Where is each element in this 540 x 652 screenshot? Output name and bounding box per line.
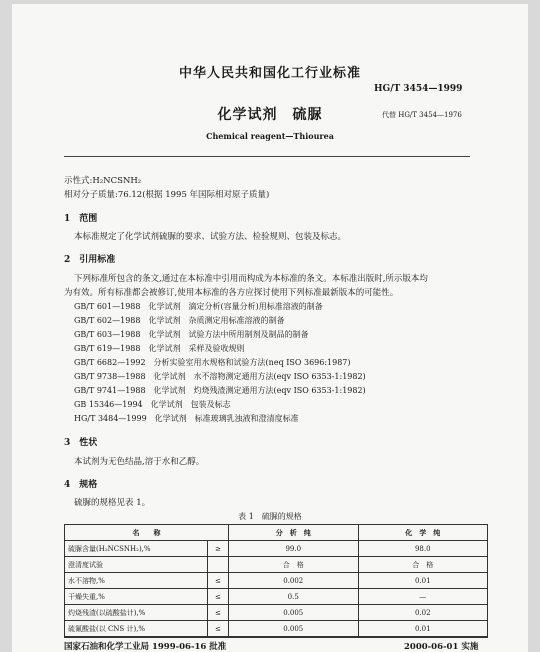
table-row xyxy=(65,621,488,637)
row-ar-value: 0.005 xyxy=(229,621,359,637)
column-header-analytical-reagent: 分 析 纯 xyxy=(229,525,359,541)
row-cp-value: 0.02 xyxy=(358,605,488,621)
row-cp-value: 0.01 xyxy=(358,621,488,637)
reference-item: GB/T 9738—1988 化学试剂 水不溶物测定通用方法(eqv ISO 6353-1:1982) xyxy=(74,372,366,381)
effective-date: 2000-06-01 实施 xyxy=(404,642,479,652)
row-symbol xyxy=(208,557,229,573)
reference-item: GB/T 603—1988 化学试剂 试验方法中所用制剂及制品的制备 xyxy=(74,330,309,339)
reference-item: GB/T 602—1988 化学试剂 杂质测定用标准溶液的制备 xyxy=(74,316,285,325)
reference-item: HG/T 3484—1999 化学试剂 标准玻璃乳浊液和澄清度标准 xyxy=(74,414,299,423)
issuing-organization: 中华人民共和国化工行业标准 xyxy=(178,66,361,81)
header-divider xyxy=(64,156,470,157)
row-symbol: ≥ xyxy=(208,541,229,557)
section-1-heading: 1 范围 xyxy=(64,214,98,224)
section-1-text: 本标准规定了化学试剂硫脲的要求、试验方法、检验规则、包装及标志。 xyxy=(74,232,347,242)
approval-note: 国家石油和化学工业局 1999-06-16 批准 xyxy=(64,642,227,652)
table-row xyxy=(65,573,488,589)
row-cp-value: 0.01 xyxy=(358,573,488,589)
section-4-text: 硫脲的规格见表 1。 xyxy=(74,498,151,508)
row-ar-value: 99.0 xyxy=(229,541,359,557)
row-name: 硫脲含量(H₂NCSNH₂),% xyxy=(65,541,208,557)
row-cp-value: 合 格 xyxy=(358,557,488,573)
reference-item: GB/T 9741—1988 化学试剂 灼烧残渣测定通用方法(eqv ISO 6353-1:1982) xyxy=(74,386,366,395)
section-2-text-line2: 为有效。所有标准都会被修订,使用本标准的各方应探讨使用下列标准最新版本的可能性。 xyxy=(64,288,399,298)
reference-item: GB/T 601—1988 化学试剂 滴定分析(容量分析)用标准溶液的制备 xyxy=(74,302,323,311)
table-row xyxy=(65,605,488,621)
document-title-english: Chemical reagent—Thiourea xyxy=(206,131,334,141)
replaces-standard: 代替 HG/T 3454—1976 xyxy=(382,111,462,119)
standard-number: HG/T 3454—1999 xyxy=(374,84,463,94)
molecular-mass-line: 相对分子质量:76.12(根据 1995 年国际相对原子质量) xyxy=(64,190,270,200)
row-name: 澄清度试验 xyxy=(65,557,208,573)
section-3-text: 本试剂为无色结晶,溶于水和乙醇。 xyxy=(74,457,205,467)
reference-item: GB/T 619—1988 化学试剂 采样及验收规则 xyxy=(74,344,245,353)
row-name: 灼烧残渣(以硫酸盐计),% xyxy=(65,605,208,621)
section-2-text-line1: 下列标准所包含的条文,通过在本标准中引用而构成为本标准的条文。本标准出版时,所示版本均 xyxy=(74,274,428,284)
row-ar-value: 0.002 xyxy=(229,573,359,589)
reference-item: GB 15346—1994 化学试剂 包装及标志 xyxy=(74,400,231,409)
section-3-heading: 3 性状 xyxy=(64,438,98,448)
row-cp-value: 98.0 xyxy=(358,541,488,557)
column-header-chemically-pure: 化 学 纯 xyxy=(358,525,488,541)
row-name: 干燥失重,% xyxy=(65,589,208,605)
section-2-heading: 2 引用标准 xyxy=(64,255,116,265)
document-title: 化学试剂 硫脲 xyxy=(217,107,323,123)
row-ar-value: 合 格 xyxy=(229,557,359,573)
row-symbol: ≤ xyxy=(208,589,229,605)
row-cp-value: — xyxy=(358,589,488,605)
formula-line: 示性式:H₂NCSNH₂ xyxy=(64,176,142,186)
table-row xyxy=(65,541,488,557)
column-header-name: 名 称 xyxy=(65,525,229,541)
section-4-heading: 4 规格 xyxy=(64,480,98,490)
specification-table xyxy=(64,524,488,637)
row-ar-value: 0.5 xyxy=(229,589,359,605)
table-header-row xyxy=(65,525,488,541)
row-symbol: ≤ xyxy=(208,605,229,621)
footer-divider xyxy=(64,637,488,638)
table-row xyxy=(65,557,488,573)
row-name: 水不溶物,% xyxy=(65,573,208,589)
row-name: 硫氰酸盐(以 CNS 计),% xyxy=(65,621,208,637)
row-symbol: ≤ xyxy=(208,573,229,589)
row-ar-value: 0.005 xyxy=(229,605,359,621)
table-caption: 表 1 硫脲的规格 xyxy=(238,512,302,521)
row-symbol: ≤ xyxy=(208,621,229,637)
document-page xyxy=(12,4,528,652)
table-row xyxy=(65,589,488,605)
reference-item: GB/T 6682—1992 分析实验室用水规格和试验方法(neq ISO 3696:1987) xyxy=(74,358,351,367)
